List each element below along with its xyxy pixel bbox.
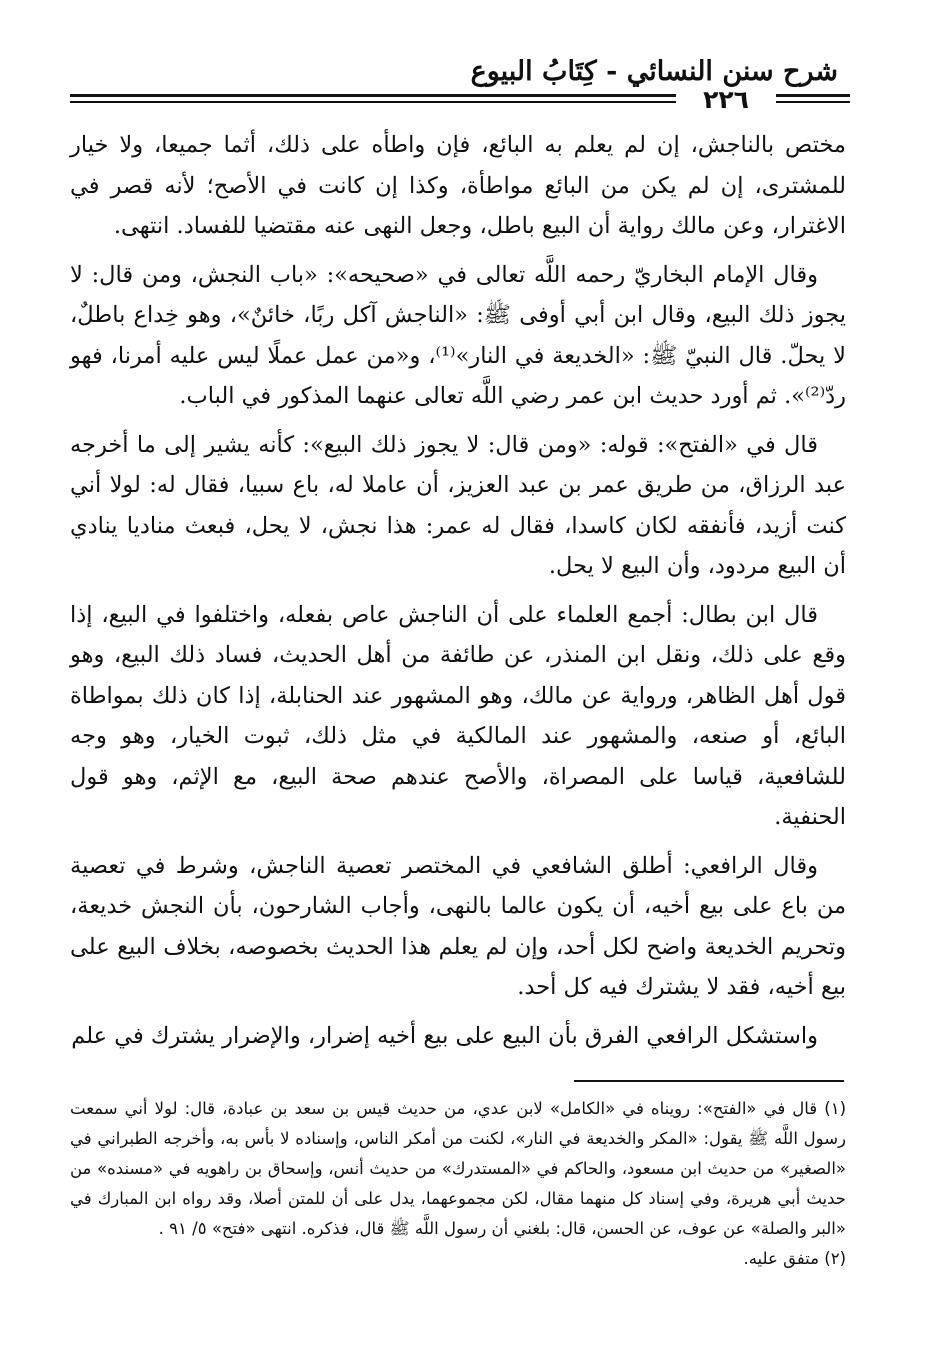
paragraph-bukhari: وقال الإمام البخاريّ رحمه اللَّه تعالى في «صحيحه»: «باب النجش، ومن قال: لا يجوز ذلك البيع، وقال ابن أبي أوفى ﷺ: «الناجش آكل ربًا، خائنٌ»، وهو خِداع باطلٌ، لا يحلّ. قال النبيّ ﷺ: «الخديعة في النار»⁽¹⁾، و«من عمل عملًا ليس عليه أمرنا، فهو ردّ⁽²⁾». ثم أورد حديث ابن عمر رضي اللَّه تعالى عنهما المذكور في الباب. [70, 261, 846, 409]
footnote-separator [574, 1080, 844, 1082]
page-number-rule-bottom [776, 101, 850, 103]
footnotes [70, 1094, 846, 1274]
footnote-2: (٢) متفق عليه. [743, 1249, 846, 1268]
paragraph-rafii: وقال الرافعي: أطلق الشافعي في المختصر تعصية الناجش، وشرط في تعصية من باع على بيع أخيه، أن يكون عالما بالنهى، وأجاب الشارحون، بأن النجش خديعة، وتحريم الخديعة واضح لكل أحد، وإن لم يعلم هذا الحديث بخصوصه، بخلاف البيع على بيع أخيه، فقد لا يشترك فيه كل أحد. [70, 852, 846, 1000]
main-text [70, 125, 846, 1064]
header-rule-bottom [70, 101, 676, 103]
paragraph-rafii-objection: واستشكل الرافعي الفرق بأن البيع على بيع أخيه إضرار، والإضرار يشترك في علم [71, 1022, 818, 1049]
page-number: ٢٢٦ [703, 85, 749, 114]
running-title: شرح سنن النسائي - كِتَابُ البيوع [470, 56, 838, 87]
page-number-rule-top [776, 94, 850, 97]
paragraph-ibn-battal: قال ابن بطال: أجمع العلماء على أن الناجش عاص بفعله، واختلفوا في البيع، إذا وقع على ذلك، ونقل ابن المنذر، عن طائفة من أهل الحديث، فساد ذلك البيع، وهو قول أهل الظاهر، ورواية عن مالك، وهو المشهور عند الحنابلة، إذا كان ذلك بمواطاة البائع، أو صنعه، والمشهور عند المالكية في مثل ذلك، ثبوت الخيار، وهو وجه للشافعية، قياسا على المصراة، والأصح عندهم صحة البيع، مع الإثم، وهو قول الحنفية. [70, 601, 846, 830]
footnote-1: (١) قال في «الفتح»: رويناه في «الكامل» لابن عدي، من حديث قيس بن سعد بن عبادة، قال: لولا أني سمعت رسول اللَّه ﷺ يقول: «المكر والخديعة في النار»، لكنت من أمكر الناس، وإسناده لا بأس به، وأخرجه الطبراني في «الصغير» من حديث ابن مسعود، والحاكم في «المستدرك» من حديث أنس، وإسحاق بن راهويه في «مسنده» من حديث أبي هريرة، وفي إسناد كل منهما مقال، لكن مجموعهما، يدل على أن للمتن أصلا، وقد رواه ابن المبارك في «البر والصلة» عن عوف، عن الحسن، قال: بلغني أن رسول اللَّه ﷺ قال، فذكره. انتهى «فتح» ٥/ ٩١ . [70, 1099, 846, 1238]
header-rule-top [70, 94, 676, 97]
paragraph-fath: قال في «الفتح»: قوله: «ومن قال: لا يجوز ذلك البيع»: كأنه يشير إلى ما أخرجه عبد الرزاق، من طريق عمر بن عبد العزيز، أن عاملا له، باع سبيا، فقال له: لولا أني كنت أزيد، فأنفقه لكان كاسدا، فقال له عمر: هذا نجش، لا يحل، فبعث مناديا ينادي أن البيع مردود، وأن البيع لا يحل. [70, 431, 846, 579]
paragraph-continuation: مختص بالناجش، إن لم يعلم به البائع، فإن واطأه على ذلك، أثما جميعا، ولا خيار للمشترى، إن لم يكن من البائع مواطأة، وكذا إن كانت في الأصح؛ لأنه قصر في الاغترار، وعن مالك رواية أن البيع باطل، وجعل النهى عنه مقتضيا للفساد. انتهى. [70, 132, 846, 239]
